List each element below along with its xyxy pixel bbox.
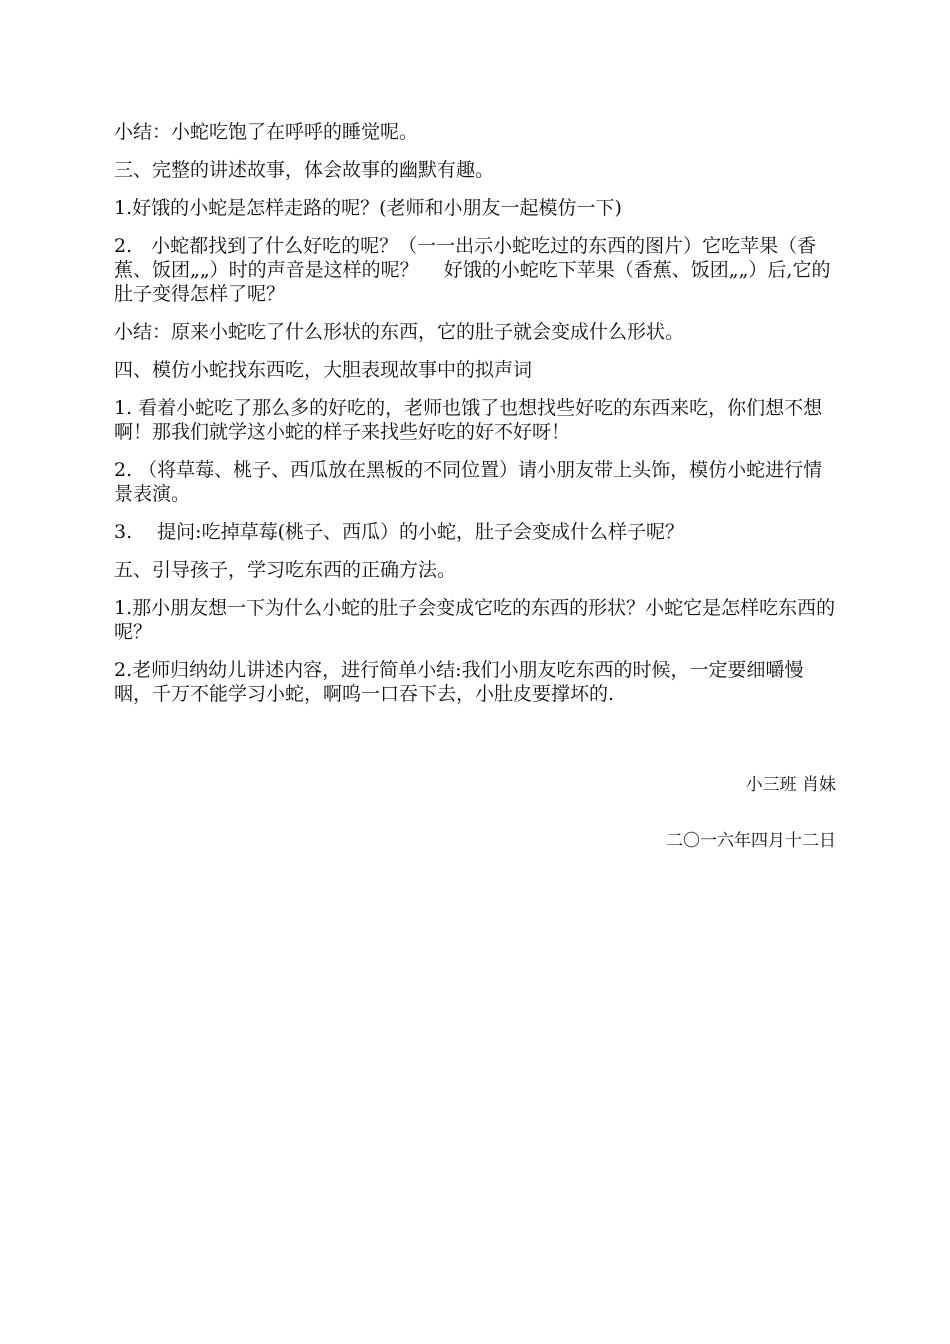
summary-paragraph: 小结：原来小蛇吃了什么形状的东西，它的肚子就会变成什么形状。 bbox=[114, 321, 685, 343]
section-heading-three: 三、完整的讲述故事，体会故事的幽默有趣。 bbox=[114, 159, 495, 181]
list-item: 1.那小朋友想一下为什么小蛇的肚子会变成它吃的东西的形状？小蛇它是怎样吃东西的呢？ bbox=[114, 597, 836, 643]
signature-date: 二〇一六年四月十二日 bbox=[666, 831, 836, 851]
list-item: 1. 看着小蛇吃了那么多的好吃的，老师也饿了也想找些好吃的东西来吃，你们想不想啊！那我们就学这小蛇的样子来找些好吃的好不好呀！ bbox=[114, 397, 823, 443]
list-item: 2. （将草莓、桃子、西瓜放在黑板的不同位置）请小朋友带上头饰，模仿小蛇进行情景表演。 bbox=[114, 459, 823, 505]
document-body bbox=[114, 120, 836, 720]
list-item: 2.老师归纳幼儿讲述内容，进行简单小结:我们小朋友吃东西的时候，一定要细嚼慢咽，千万不能学习小蛇，啊呜一口吞下去，小肚皮要撑坏的. bbox=[114, 659, 804, 705]
summary-paragraph: 小结：小蛇吃饱了在呼呼的睡觉呢。 bbox=[114, 121, 419, 143]
signature-name: 小三班 肖妹 bbox=[745, 775, 836, 795]
section-heading-five: 五、引导孩子，学习吃东西的正确方法。 bbox=[114, 559, 457, 581]
list-item: 2. 小蛇都找到了什么好吃的呢？（一一出示小蛇吃过的东西的图片）它吃苹果（香蕉、饭团„„）时的声音是这样的呢？ 好饿的小蛇吃下苹果（香蕉、饭团„„）后,它的肚子变得怎样了呢？ bbox=[114, 235, 831, 305]
list-item: 1.好饿的小蛇是怎样走路的呢？(老师和小朋友一起模仿一下) bbox=[114, 197, 622, 219]
list-item: 3. 提问:吃掉草莓(桃子、西瓜）的小蛇，肚子会变成什么样子呢？ bbox=[114, 521, 684, 543]
section-heading-four: 四、模仿小蛇找东西吃，大胆表现故事中的拟声词 bbox=[114, 359, 533, 381]
